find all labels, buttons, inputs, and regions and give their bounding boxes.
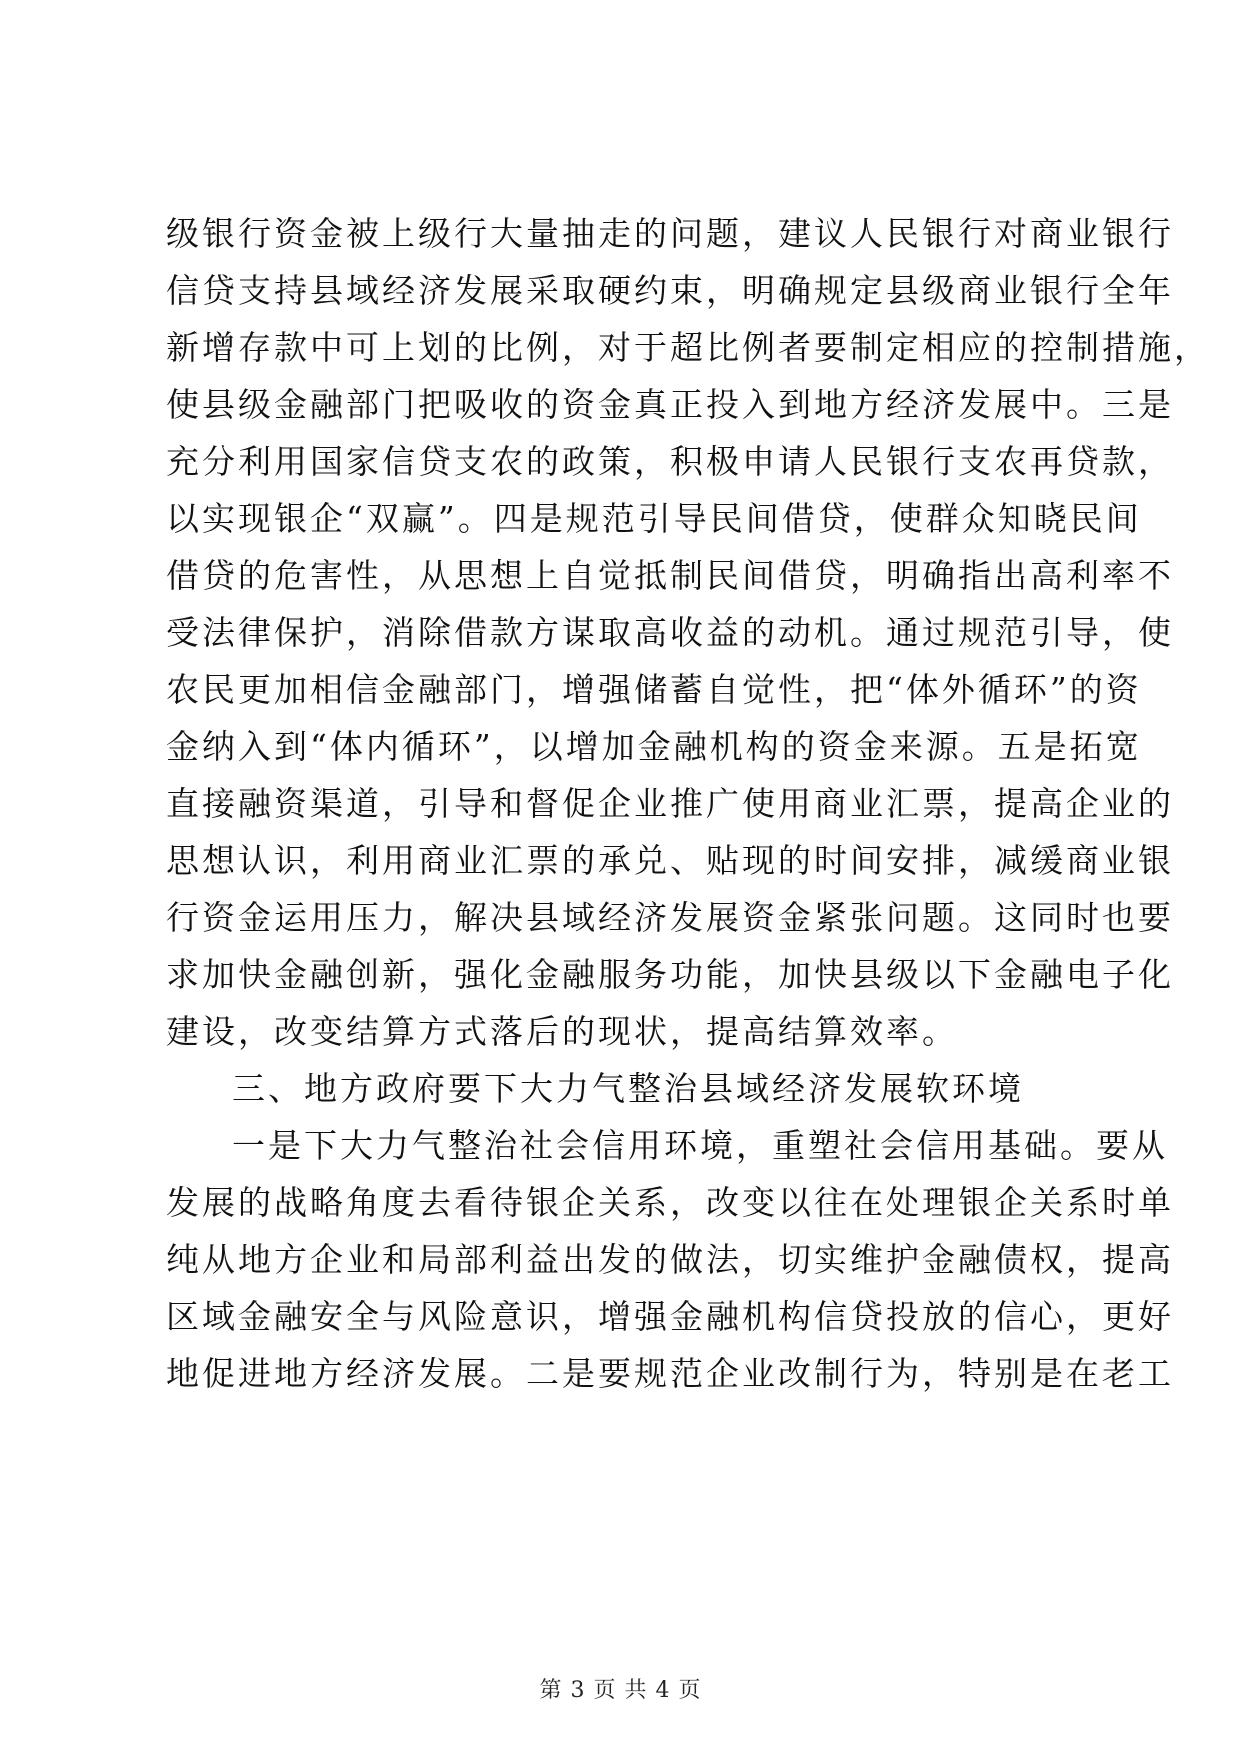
- text-line: 求加快金融创新，强化金融服务功能，加快县级以下金融电子化: [166, 955, 1174, 994]
- text-line: 地促进地方经济发展。二是要规范企业改制行为，特别是在老工: [166, 1354, 1174, 1393]
- text-line: 级银行资金被上级行大量抽走的问题，建议人民银行对商业银行: [166, 214, 1174, 253]
- text-line: 以实现银企“双赢”。四是规范引导民间借贷，使群众知晓民间: [166, 499, 1142, 538]
- text-line: 充分利用国家信贷支农的政策，积极申请人民银行支农再贷款，: [166, 442, 1174, 481]
- section-heading: 三、地方政府要下大力气整治县域经济发展软环境: [232, 1069, 1024, 1108]
- text-line: 思想认识，利用商业汇票的承兑、贴现的时间安排，减缓商业银: [166, 841, 1174, 880]
- text-line: 新增存款中可上划的比例，对于超比例者要制定相应的控制措施，: [166, 328, 1210, 367]
- text-line: 信贷支持县域经济发展采取硬约束，明确规定县级商业银行全年: [166, 271, 1174, 310]
- text-line: 发展的战略角度去看待银企关系，改变以往在处理银企关系时单: [166, 1183, 1174, 1222]
- text-line: 使县级金融部门把吸收的资金真正投入到地方经济发展中。三是: [166, 385, 1174, 424]
- text-line: 行资金运用压力，解决县域经济发展资金紧张问题。这同时也要: [166, 898, 1174, 937]
- text-line: 纯从地方企业和局部利益出发的做法，切实维护金融债权，提高: [166, 1240, 1174, 1279]
- text-line: 农民更加相信金融部门，增强储蓄自觉性，把“体外循环”的资: [166, 670, 1142, 709]
- text-line: 直接融资渠道，引导和督促企业推广使用商业汇票，提高企业的: [166, 784, 1174, 823]
- text-line: 受法律保护，消除借款方谋取高收益的动机。通过规范引导，使: [166, 613, 1174, 652]
- text-line: 区域金融安全与风险意识，增强金融机构信贷投放的信心，更好: [166, 1297, 1174, 1336]
- paragraph-first-line: 一是下大力气整治社会信用环境，重塑社会信用基础。要从: [232, 1126, 1168, 1165]
- page-number-footer: 第 3 页 共 4 页: [539, 1678, 702, 1703]
- text-line: 借贷的危害性，从思想上自觉抵制民间借贷，明确指出高利率不: [166, 556, 1174, 595]
- text-line: 建设，改变结算方式落后的现状，提高结算效率。: [166, 1012, 958, 1051]
- text-line: 金纳入到“体内循环”，以增加金融机构的资金来源。五是拓宽: [166, 727, 1142, 766]
